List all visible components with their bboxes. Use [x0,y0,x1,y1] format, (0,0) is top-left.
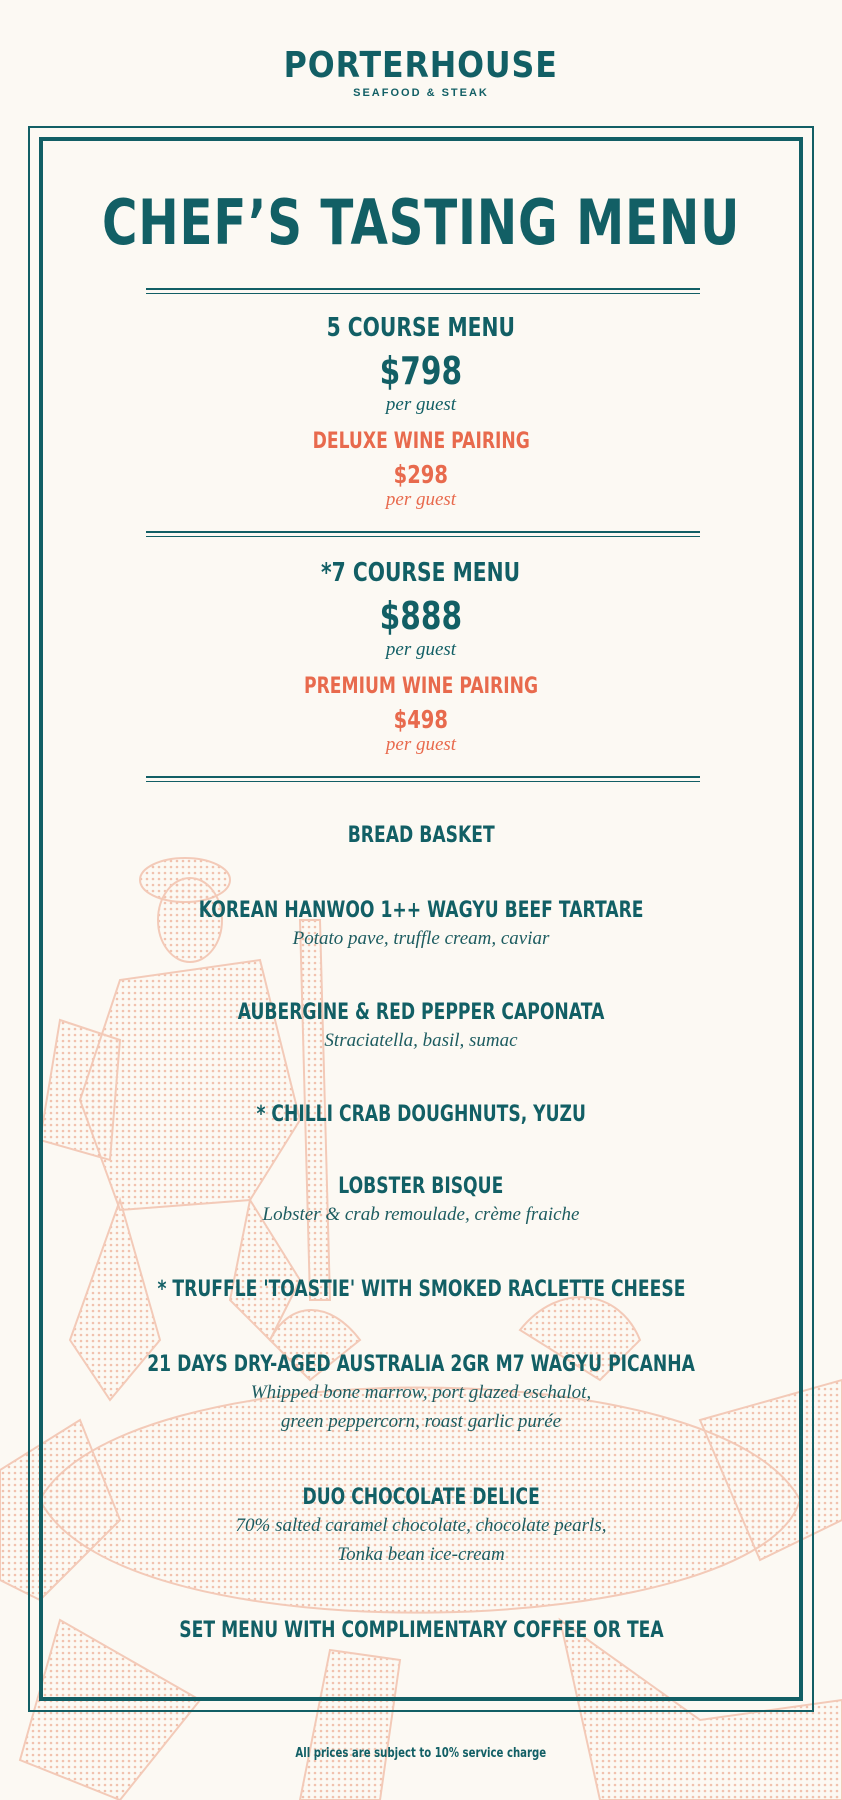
course-price: $798 [379,349,463,393]
brand-name: PORTERHOUSE [283,45,559,86]
pairing-price: $298 [393,460,449,489]
dish-chocolate-delice [0,1484,842,1569]
dish-truffle-toastie [0,1276,842,1303]
pairing-title: PREMIUM WINE PAIRING [303,674,539,699]
dish-name: 21 DAYS DRY-AGED AUSTRALIA 2GR M7 WAGYU PICANHA [147,1352,695,1377]
dish-bread-basket [0,822,842,849]
service-charge-note [0,1746,842,1761]
dish-description: Tonka bean ice-cream [337,1544,505,1565]
dish-description: Lobster & crab remoulade, crème fraiche [262,1204,580,1225]
dish-name: KOREAN HANWOO 1++ WAGYU BEEF TARTARE [198,898,644,923]
dish-wagyu-picanha [0,1351,842,1436]
dish-coffee-tea [0,1617,842,1644]
dish-description: Whipped bone marrow, port glazed eschalot, [250,1382,592,1403]
course-7 [0,557,842,756]
dish-description: green peppercorn, roast garlic purée [280,1411,562,1432]
course-5 [0,312,842,511]
pairing-price-note: per guest [385,489,457,510]
divider [146,776,700,782]
dish-crab-doughnuts [0,1101,842,1128]
dish-description: 70% salted caramel chocolate, chocolate pearls, [235,1515,607,1536]
dish-name: * CHILLI CRAB DOUGHNUTS, YUZU [256,1102,586,1127]
divider [146,288,700,294]
dish-name: BREAD BASKET [347,823,495,848]
course-price: $888 [379,594,463,638]
dish-name: AUBERGINE & RED PEPPER CAPONATA [237,1000,605,1025]
footnote-text: All prices are subject to 10% service charge [295,1746,547,1761]
course-title: 5 COURSE MENU [326,313,516,343]
menu-title-row [0,188,842,259]
course-price-note: per guest [385,394,457,415]
dish-name: * TRUFFLE 'TOASTIE' WITH SMOKED RACLETTE CHEESE [157,1277,685,1302]
menu-title: CHEF’S TASTING MENU [101,186,741,259]
dish-caponata [0,999,842,1055]
dish-name: SET MENU WITH COMPLIMENTARY COFFEE OR TEA [178,1618,664,1643]
dish-name: DUO CHOCOLATE DELICE [302,1485,540,1510]
dish-wagyu-tartare [0,897,842,953]
brand-tagline: SEAFOOD & STEAK [353,87,489,99]
dish-description: Potato pave, truffle cream, caviar [292,928,550,949]
pairing-title: DELUXE WINE PAIRING [312,429,530,454]
dish-description: Straciatella, basil, sumac [324,1030,518,1051]
dish-name: LOBSTER BISQUE [338,1174,504,1199]
pairing-price: $498 [393,705,449,734]
course-price-note: per guest [385,639,457,660]
pairing-price-note: per guest [385,734,457,755]
course-title: *7 COURSE MENU [321,558,521,588]
dish-lobster-bisque [0,1173,842,1229]
divider [146,531,700,537]
